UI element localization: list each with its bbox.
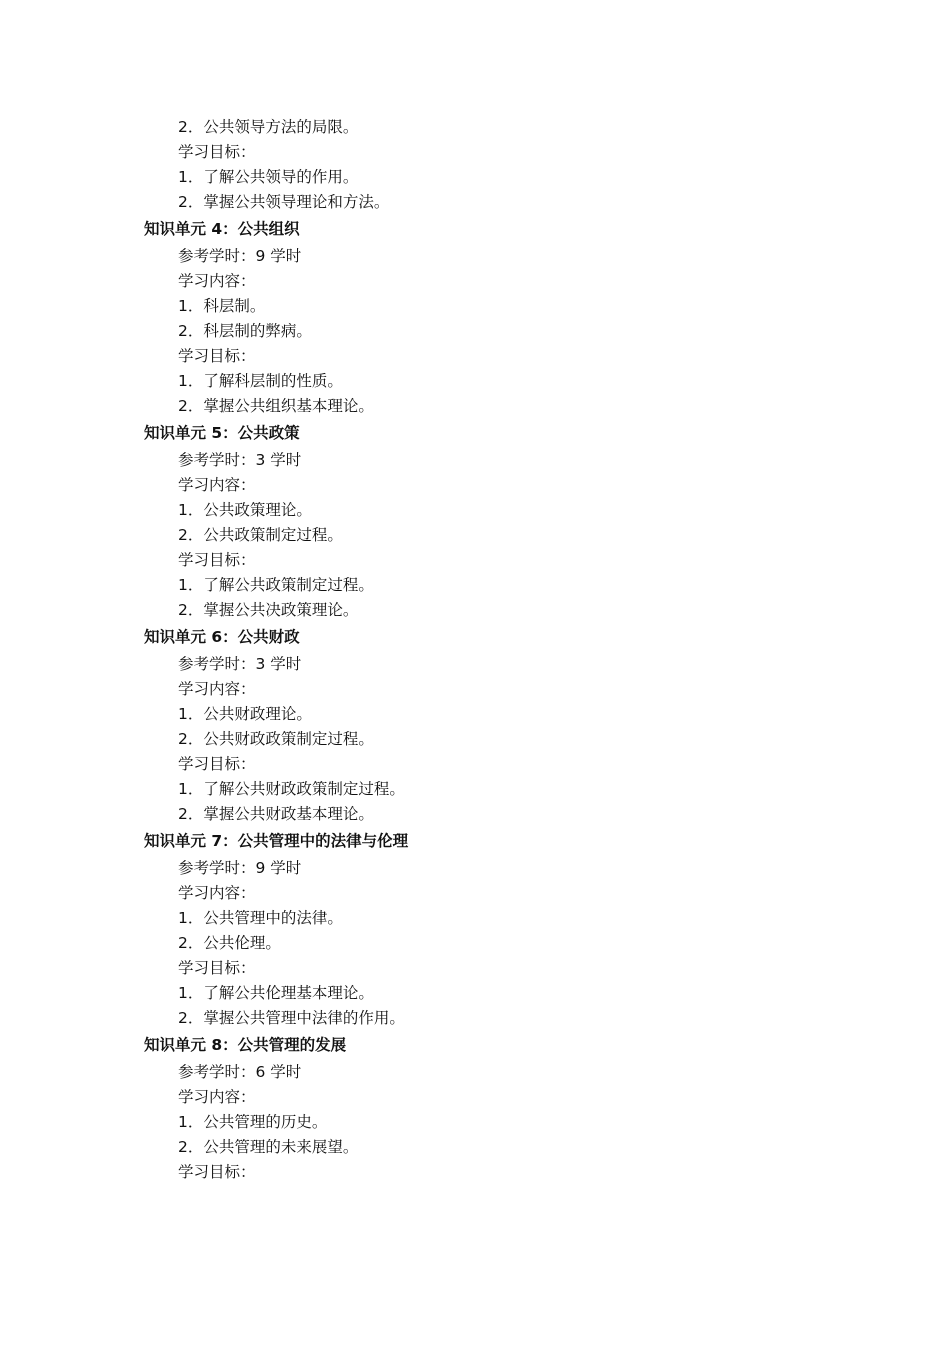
text-line: 2．公共政策制定过程。 [178, 526, 343, 544]
text-line: 学习目标： [178, 1163, 256, 1181]
text-line: 学习内容： [178, 884, 256, 902]
text-line: 2．掌握公共组织基本理论。 [178, 397, 374, 415]
text-line: 2．掌握公共决政策理论。 [178, 601, 359, 619]
text-line: 参考学时：3 学时 [178, 451, 302, 469]
text-line: 1．公共管理中的法律。 [178, 909, 343, 927]
text-line: 学习目标： [178, 143, 256, 161]
text-line: 2．公共伦理。 [178, 934, 281, 952]
text-line: 1．了解公共领导的作用。 [178, 168, 359, 186]
text-line: 2．公共管理的未来展望。 [178, 1138, 359, 1156]
text-line: 2．科层制的弊病。 [178, 322, 312, 340]
text-line: 2．公共领导方法的局限。 [178, 118, 359, 136]
unit-heading: 知识单元 5：公共政策 [144, 424, 300, 442]
text-line: 1．了解公共财政政策制定过程。 [178, 780, 405, 798]
text-line: 2．公共财政政策制定过程。 [178, 730, 374, 748]
text-line: 1．公共政策理论。 [178, 501, 312, 519]
text-line: 1．了解公共伦理基本理论。 [178, 984, 374, 1002]
text-line: 1．了解科层制的性质。 [178, 372, 343, 390]
text-line: 1．公共财政理论。 [178, 705, 312, 723]
document-page [0, 115, 952, 1185]
text-line: 学习内容： [178, 1088, 256, 1106]
text-line: 学习内容： [178, 476, 256, 494]
text-line: 学习目标： [178, 347, 256, 365]
text-line: 参考学时：9 学时 [178, 247, 302, 265]
unit-heading: 知识单元 6：公共财政 [144, 628, 300, 646]
text-line: 参考学时：3 学时 [178, 655, 302, 673]
text-line: 学习内容： [178, 272, 256, 290]
text-line: 学习目标： [178, 755, 256, 773]
text-line: 学习内容： [178, 680, 256, 698]
unit-heading: 知识单元 8：公共管理的发展 [144, 1036, 347, 1054]
unit-heading: 知识单元 4：公共组织 [144, 220, 300, 238]
text-line: 1．了解公共政策制定过程。 [178, 576, 374, 594]
text-line: 1．公共管理的历史。 [178, 1113, 328, 1131]
text-line: 1．科层制。 [178, 297, 266, 315]
text-line: 2．掌握公共管理中法律的作用。 [178, 1009, 405, 1027]
text-line: 学习目标： [178, 551, 256, 569]
text-line: 2．掌握公共财政基本理论。 [178, 805, 374, 823]
text-line: 参考学时：9 学时 [178, 859, 302, 877]
text-line: 参考学时：6 学时 [178, 1063, 302, 1081]
unit-heading: 知识单元 7：公共管理中的法律与伦理 [144, 832, 409, 850]
text-line: 2．掌握公共领导理论和方法。 [178, 193, 390, 211]
text-line: 学习目标： [178, 959, 256, 977]
